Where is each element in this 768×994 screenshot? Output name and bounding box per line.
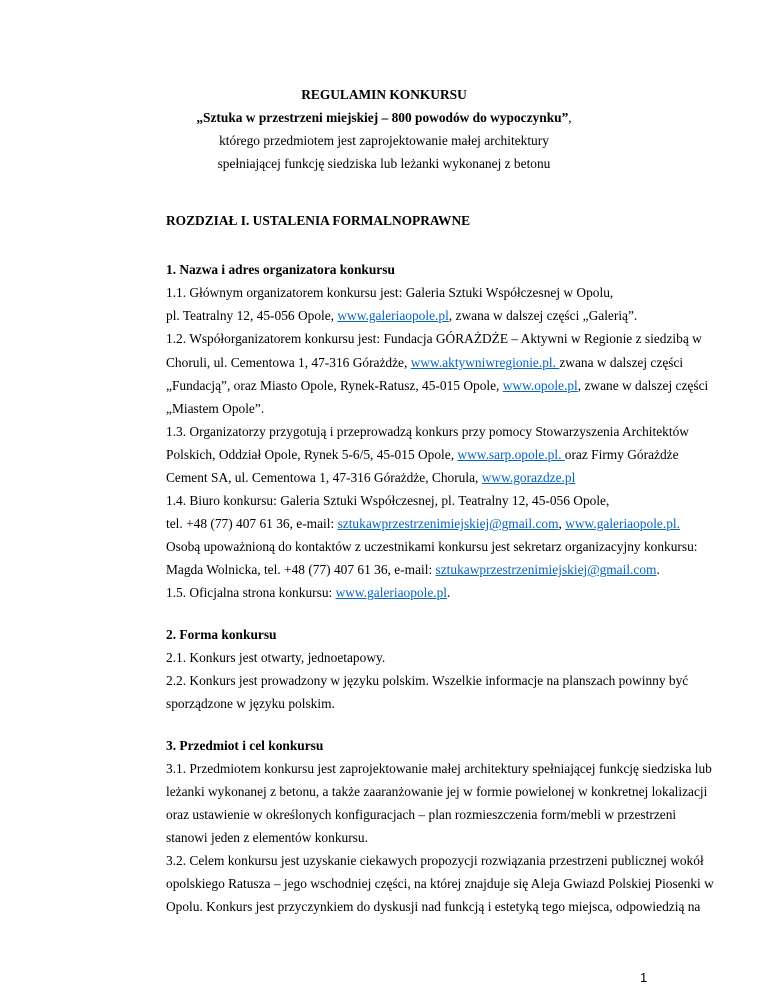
email-link[interactable]: sztukawprzestrzenimiejskiej@gmail.com <box>337 516 559 531</box>
paragraph-line: 3.1. Przedmiotem konkursu jest zaprojektowanie małej architektury spełniającej funkcję siedziska lub <box>166 761 712 776</box>
email-link[interactable]: sztukawprzestrzenimiejskiej@gmail.com <box>435 562 657 577</box>
section-1-heading: 1. Nazwa i adres organizatora konkursu <box>166 262 395 277</box>
paragraph-line: pl. Teatralny 12, 45-056 Opole, www.galeriaopole.pl, zwana w dalszej części „Galerią”. <box>166 308 638 323</box>
section-2-heading: 2. Forma konkursu <box>166 627 277 642</box>
paragraph-line: oraz ustawienie w określonych konfiguracjach – plan rozmieszczenia form/mebli w przestrzeni <box>166 807 677 822</box>
paragraph-line: Choruli, ul. Cementowa 1, 47-316 Górażdże, www.aktywniwregionie.pl. zwana w dalszej części <box>166 355 684 370</box>
paragraph-line: Osobą upoważnioną do kontaktów z uczestnikami konkursu jest sekretarz organizacyjny konkursu: <box>166 539 698 554</box>
paragraph-line: sporządzone w języku polskim. <box>166 696 335 711</box>
paragraph-line: leżanki wykonanej z betonu, a także zaaranżowanie jej w formie powielonej w konkretnej lokalizacji <box>166 784 708 799</box>
galeria-link[interactable]: www.galeriaopole.pl <box>337 308 449 323</box>
sarp-link[interactable]: www.sarp.opole.pl. <box>457 447 565 462</box>
paragraph-line: 3.2. Celem konkursu jest uzyskanie ciekawych propozycji rozwiązania przestrzeni publicznej wokół <box>166 853 704 868</box>
official-site-link[interactable]: www.galeriaopole.pl <box>335 585 448 600</box>
paragraph-line: stanowi jeden z elementów konkursu. <box>166 830 368 845</box>
document-title: REGULAMIN KONKURSU <box>301 87 467 102</box>
paragraph-line: „Miastem Opole”. <box>166 401 265 416</box>
competition-name <box>0 110 768 126</box>
section-3-heading: 3. Przedmiot i cel konkursu <box>166 738 324 753</box>
paragraph-line: Polskich, Oddział Opole, Rynek 5-6/5, 45-015 Opole, www.sarp.opole.pl. oraz Firmy Górażdże <box>166 447 679 462</box>
paragraph-line: Opolu. Konkurs jest przyczynkiem do dyskusji nad funkcją i estetyką tego miejsca, odpowiedzią na <box>166 899 701 914</box>
paragraph-line: 1.1. Głównym organizatorem konkursu jest: Galeria Sztuki Współczesnej w Opolu, <box>166 285 614 300</box>
competition-name-comma: , <box>568 110 572 125</box>
chapter-heading: ROZDZIAŁ I. USTALENIA FORMALNOPRAWNE <box>166 213 471 228</box>
page-number: 1 <box>640 970 648 985</box>
paragraph-line: 1.3. Organizatorzy przygotują i przeprowadzą konkurs przy pomocy Stowarzyszenia Architektów <box>166 424 689 439</box>
competition-name-text: „Sztuka w przestrzeni miejskiej – 800 powodów do wypoczynku” <box>196 110 569 125</box>
aktywni-link[interactable]: www.aktywniwregionie.pl. <box>410 355 560 370</box>
subtitle-line-2: spełniającej funkcję siedziska lub leżanki wykonanej z betonu <box>217 156 551 171</box>
galeria-link[interactable]: www.galeriaopole.pl. <box>565 516 680 531</box>
paragraph-line: „Fundacją”, oraz Miasto Opole, Rynek-Ratusz, 45-015 Opole, www.opole.pl, zwane w dalszej części <box>166 378 709 393</box>
subtitle-line-1: którego przedmiotem jest zaprojektowanie małej architektury <box>219 133 549 148</box>
opole-link[interactable]: www.opole.pl <box>502 378 578 393</box>
paragraph-line: 1.5. Oficjalna strona konkursu: www.galeriaopole.pl. <box>166 585 451 600</box>
paragraph-line: 2.1. Konkurs jest otwarty, jednoetapowy. <box>166 650 386 665</box>
paragraph-line: 1.2. Współorganizatorem konkursu jest: Fundacja GÓRAŻDŻE – Aktywni w Regionie z siedzibą w <box>166 331 702 346</box>
paragraph-line: 1.4. Biuro konkursu: Galeria Sztuki Współczesnej, pl. Teatralny 12, 45-056 Opole, <box>166 493 610 508</box>
paragraph-line: tel. +48 (77) 407 61 36, e-mail: sztukawprzestrzenimiejskiej@gmail.com, www.galeriaopole.pl. <box>166 516 680 531</box>
paragraph-line: 2.2. Konkurs jest prowadzony w języku polskim. Wszelkie informacje na planszach powinny być <box>166 673 689 688</box>
paragraph-line: opolskiego Ratusza – jego wschodniej części, na której znajduje się Aleja Gwiazd Polskiej Piosenki w <box>166 876 714 891</box>
paragraph-line: Cement SA, ul. Cementowa 1, 47-316 Górażdże, Chorula, www.gorazdze.pl <box>166 470 576 485</box>
gorazdze-link[interactable]: www.gorazdze.pl <box>481 470 576 485</box>
paragraph-line: Magda Wolnicka, tel. +48 (77) 407 61 36, e-mail: sztukawprzestrzenimiejskiej@gmail.com. <box>166 562 660 577</box>
